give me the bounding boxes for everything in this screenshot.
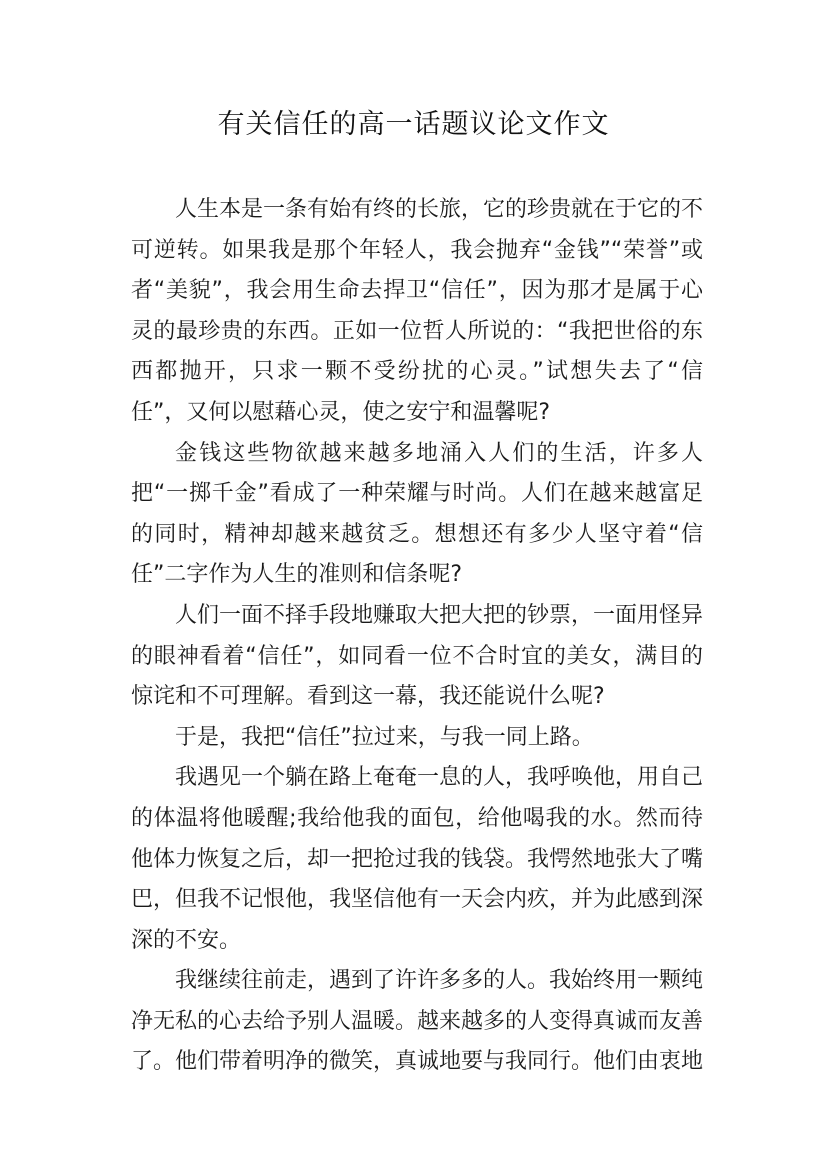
- paragraph: 金钱这些物欲越来越多地涌入人们的生活，许多人把“一掷千金”看成了一种荣耀与时尚。人们在越来越富足的同时，精神却越来越贫乏。想想还有多少人坚守着“信任”二字作为人生的准则和信条呢?: [131, 440, 703, 588]
- paragraph: 我遇见一个躺在路上奄奄一息的人，我呼唤他，用自己的体温将他暖醒;我给他我的面包，给他喝我的水。然而待他体力恢复之后，却一把抢过我的钱袋。我愕然地张大了嘴巴，但我不记恨他，我坚信他有一天会内疚，并为此感到深深的不安。: [131, 765, 704, 953]
- paragraph: 于是，我把“信任”拉过来，与我一同上路。: [175, 724, 594, 750]
- paragraph: 人生本是一条有始有终的长旅，它的珍贵就在于它的不可逆转。如果我是那个年轻人，我会抛弃“金钱”“荣誉”或者“美貌”，我会用生命去捍卫“信任”，因为那才是属于心灵的最珍贵的东西。正如一位哲人所说的：“我把世俗的东西都抛开，只求一颗不受纷扰的心灵。”试想失去了“信任”，又何以慰藉心灵，使之安宁和温馨呢?: [131, 197, 704, 425]
- paragraph: 人们一面不择手段地赚取大把大把的钞票，一面用怪异的眼神看着“信任”，如同看一位不合时宜的美女，满目的惊诧和不可理解。看到这一幕，我还能说什么呢?: [131, 602, 704, 710]
- paragraph: 我继续往前走，遇到了许许多多的人。我始终用一颗纯净无私的心去给予别人温暖。越来越多的人变得真诚而友善了。他们带着明净的微笑，真诚地要与我同行。他们由衷地: [131, 968, 704, 1075]
- document-title: 有关信任的高一话题议论文作文: [217, 109, 610, 140]
- document-body: [131, 190, 703, 1083]
